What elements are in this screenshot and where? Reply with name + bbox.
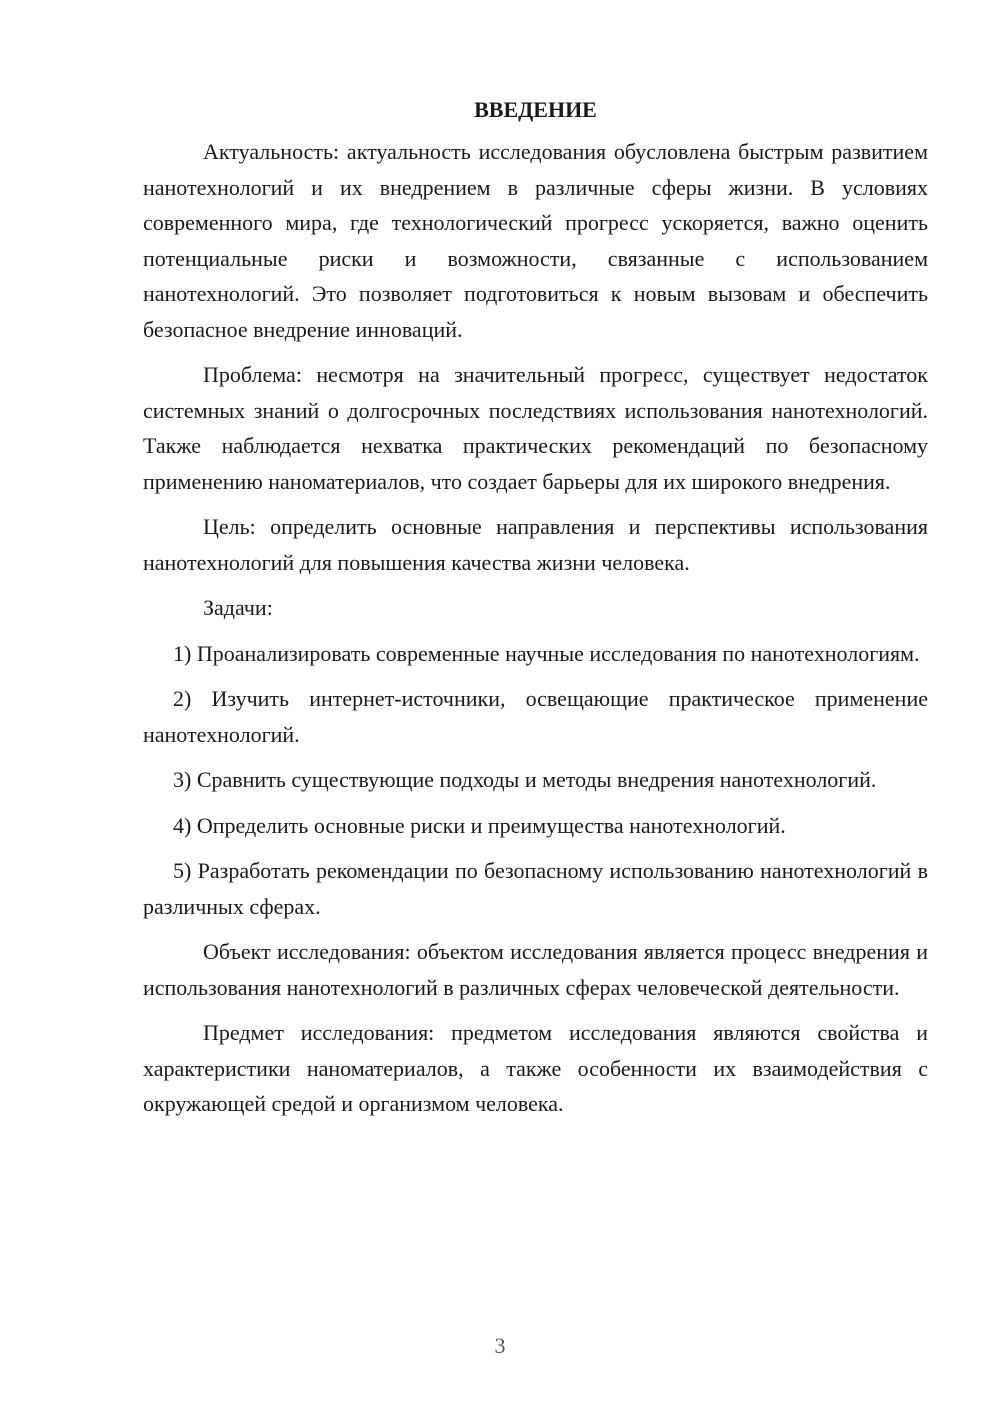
task-item-5: 5) Разработать рекомендации по безопасному использованию нанотехнологий в различных сферах. xyxy=(143,858,928,919)
document-page xyxy=(143,92,928,1132)
relevance-paragraph: Актуальность: актуальность исследования обусловлена быстрым развитием нанотехнологий и их внедрением в различные сферы жизни. В условиях современного мира, где технологический прогресс ускоряется, важно оценить потенциальные риски и возможности, связанные с использованием нанотехнологий. Это позволяет подготовиться к новым вызовам и обеспечить безопасное внедрение инноваций. xyxy=(143,139,928,342)
object-paragraph: Объект исследования: объектом исследования является процесс внедрения и использования нанотехнологий в различных сферах человеческой деятельности. xyxy=(143,939,928,1000)
goal-paragraph: Цель: определить основные направления и перспективы использования нанотехнологий для повышения качества жизни человека. xyxy=(143,514,928,575)
tasks-label: Задачи: xyxy=(203,595,273,620)
problem-paragraph: Проблема: несмотря на значительный прогресс, существует недостаток системных знаний о долгосрочных последствиях использования нанотехнологий. Также наблюдается нехватка практических рекомендаций по безопасному применению наноматериалов, что создает барьеры для их широкого внедрения. xyxy=(143,362,928,494)
page-number: 3 xyxy=(494,1333,506,1358)
task-item-4: 4) Определить основные риски и преимущества нанотехнологий. xyxy=(173,812,786,838)
subject-paragraph: Предмет исследования: предметом исследования являются свойства и характеристики наноматериалов, а также особенности их взаимодействия с окружающей средой и организмом человека. xyxy=(143,1020,928,1116)
task-item-3: 3) Сравнить существующие подходы и методы внедрения нанотехнологий. xyxy=(173,767,877,792)
task-item-2: 2) Изучить интернет-источники, освещающие практическое применение нанотехнологий. xyxy=(143,686,928,747)
page-title: ВВЕДЕНИЕ xyxy=(474,97,597,122)
task-item-1: 1) Проанализировать современные научные исследования по нанотехнологиям. xyxy=(173,640,920,666)
